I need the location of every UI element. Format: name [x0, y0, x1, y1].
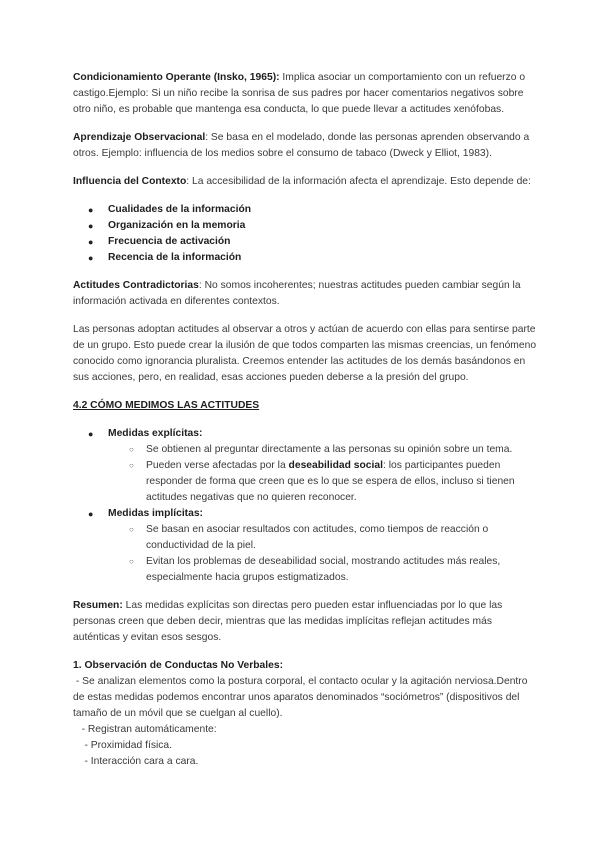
- text-line: [73, 278, 553, 294]
- list-item-line: [73, 522, 553, 538]
- bold-text: Organización en la memoria: [108, 220, 246, 231]
- paragraph-spacer: [73, 162, 553, 174]
- text-line: [73, 674, 553, 690]
- bullet-icon: ●: [88, 253, 94, 263]
- circle-bullet-icon: ○: [129, 557, 134, 566]
- paragraph-spacer: [73, 386, 553, 398]
- text-line: [73, 70, 553, 86]
- paragraph-spacer: [73, 266, 553, 278]
- bold-text: Influencia del Contexto: [73, 176, 187, 187]
- list-item-line: [73, 538, 553, 554]
- bullet-icon: ●: [88, 205, 94, 215]
- text: : No somos incoherentes; nuestras actitudes pueden cambiar según la: [198, 280, 521, 291]
- text: Se obtienen al preguntar directamente a las personas su opinión sobre un tema.: [146, 444, 513, 455]
- list-item-line: [73, 490, 553, 506]
- text: tamaño de un móvil que se cuelgan al cuello).: [73, 708, 283, 719]
- paragraph-spacer: [73, 586, 553, 598]
- bold-text: Aprendizaje Observacional: [73, 132, 206, 143]
- text: personas creen que deben decir, mientras que las medidas implícitas reflejan actitudes más: [73, 616, 492, 627]
- text-line: [73, 294, 553, 310]
- list-item-line: [73, 474, 553, 490]
- text: Evitan los problemas de deseabilidad social, mostrando actitudes más reales,: [146, 556, 501, 567]
- text-line: [73, 738, 553, 754]
- text-line: [73, 146, 553, 162]
- text: : La accesibilidad de la información afecta el aprendizaje. Esto depende de:: [186, 176, 531, 187]
- list-item-line: [73, 234, 553, 250]
- text: de un grupo. Esto puede crear la ilusión de que todos comparten las mismas creencias, un fenómeno: [73, 340, 537, 351]
- bullet-icon: ●: [88, 221, 94, 231]
- text: - Se analizan elementos como la postura corporal, el contacto ocular y la agitación nerviosa.Dentro: [73, 676, 528, 687]
- bullet-icon: ●: [88, 237, 94, 247]
- text: conductividad de la piel.: [146, 540, 256, 551]
- document-page: [73, 70, 553, 770]
- paragraph-spacer: [73, 118, 553, 130]
- text: de estas medidas podemos encontrar unos aparatos denominados “sociómetros” (dispositivos del: [73, 692, 520, 703]
- list-item-line: [73, 442, 553, 458]
- text-line: [73, 614, 553, 630]
- text: sus acciones, pero, en realidad, esas acciones pueden deberse a la presión del grupo.: [73, 372, 469, 383]
- paragraph-spacer: [73, 190, 553, 202]
- bold-text: Condicionamiento Operante (Insko, 1965):: [73, 72, 280, 83]
- bullet-icon: ●: [88, 509, 94, 519]
- text-line: [73, 706, 553, 722]
- paragraph-spacer: [73, 310, 553, 322]
- text: Se basan en asociar resultados con actitudes, como tiempos de reacción o: [146, 524, 489, 535]
- text: otros. Ejemplo: influencia de los medios sobre el consumo de tabaco (Dweck y Elliot, 1983).: [73, 148, 492, 159]
- bullet-icon: ●: [88, 429, 94, 439]
- text-line: [73, 658, 553, 674]
- paragraph-spacer: [73, 646, 553, 658]
- section-heading: [73, 398, 553, 414]
- bold-text: Resumen:: [73, 600, 123, 611]
- text: Las medidas explícitas son directas pero pueden estar influenciadas por lo que las: [122, 600, 503, 611]
- circle-bullet-icon: ○: [129, 445, 134, 454]
- text: - Registran automáticamente:: [73, 724, 217, 735]
- list-item-line: [73, 506, 553, 522]
- text: conocido como ignorancia pluralista. Creemos entender las actitudes de los demás basándonos en: [73, 356, 526, 367]
- text-line: [73, 174, 553, 190]
- bold-text: Frecuencia de activación: [108, 236, 231, 247]
- list-item-line: [73, 554, 553, 570]
- text-line: [73, 354, 553, 370]
- text-line: [73, 598, 553, 614]
- bold-text: 1. Observación de Conductas No Verbales:: [73, 660, 284, 671]
- text: - Interacción cara a cara.: [73, 756, 199, 767]
- list-item-line: [73, 218, 553, 234]
- text: Implica asociar un comportamiento con un refuerzo o: [279, 72, 526, 83]
- bold-text: Recencia de la información: [108, 252, 242, 263]
- text: castigo.Ejemplo: Si un niño recibe la sonrisa de sus padres por hacer comentarios negativos sobre: [73, 88, 524, 99]
- text: especialmente hacia grupos estigmatizados.: [146, 572, 349, 583]
- text-line: [73, 370, 553, 386]
- bold-text: Actitudes Contradictorias: [73, 280, 199, 291]
- bold-text: deseabilidad social: [288, 460, 383, 471]
- text-line: [73, 130, 553, 146]
- text: - Proximidad física.: [73, 740, 172, 751]
- list-item-line: [73, 426, 553, 442]
- text-line: [73, 338, 553, 354]
- text-line: [73, 630, 553, 646]
- text-line: [73, 754, 553, 770]
- text: información activada en diferentes contextos.: [73, 296, 280, 307]
- paragraph-spacer: [73, 414, 553, 426]
- circle-bullet-icon: ○: [129, 525, 134, 534]
- text: auténticas y evitan esos sesgos.: [73, 632, 222, 643]
- text: otro niño, es probable que mantenga esa conducta, lo que puede llevar a actitudes xenófobas.: [73, 104, 505, 115]
- text: Pueden verse afectadas por la: [146, 460, 289, 471]
- text-line: [73, 102, 553, 118]
- list-item-line: [73, 458, 553, 474]
- text: : los participantes pueden: [382, 460, 501, 471]
- bold-text: Medidas implícitas:: [108, 508, 203, 519]
- text-line: [73, 722, 553, 738]
- text: Las personas adoptan actitudes al observar a otros y actúan de acuerdo con ellas para sentirse parte: [73, 324, 536, 335]
- text-line: [73, 86, 553, 102]
- text: : Se basa en el modelado, donde las personas aprenden observando a: [205, 132, 530, 143]
- list-item-line: [73, 250, 553, 266]
- text: responder de forma que creen que es lo que se espera de ellos, incluso si tienen: [146, 476, 515, 487]
- bold-text: Cualidades de la información: [108, 204, 252, 215]
- text-line: [73, 322, 553, 338]
- bold-text: 4.2 CÓMO MEDIMOS LAS ACTITUDES: [73, 400, 260, 411]
- text: actitudes negativas que no quieren reconocer.: [146, 492, 357, 503]
- circle-bullet-icon: ○: [129, 461, 134, 470]
- bold-text: Medidas explícitas:: [108, 428, 203, 439]
- list-item-line: [73, 202, 553, 218]
- list-item-line: [73, 570, 553, 586]
- text-line: [73, 690, 553, 706]
